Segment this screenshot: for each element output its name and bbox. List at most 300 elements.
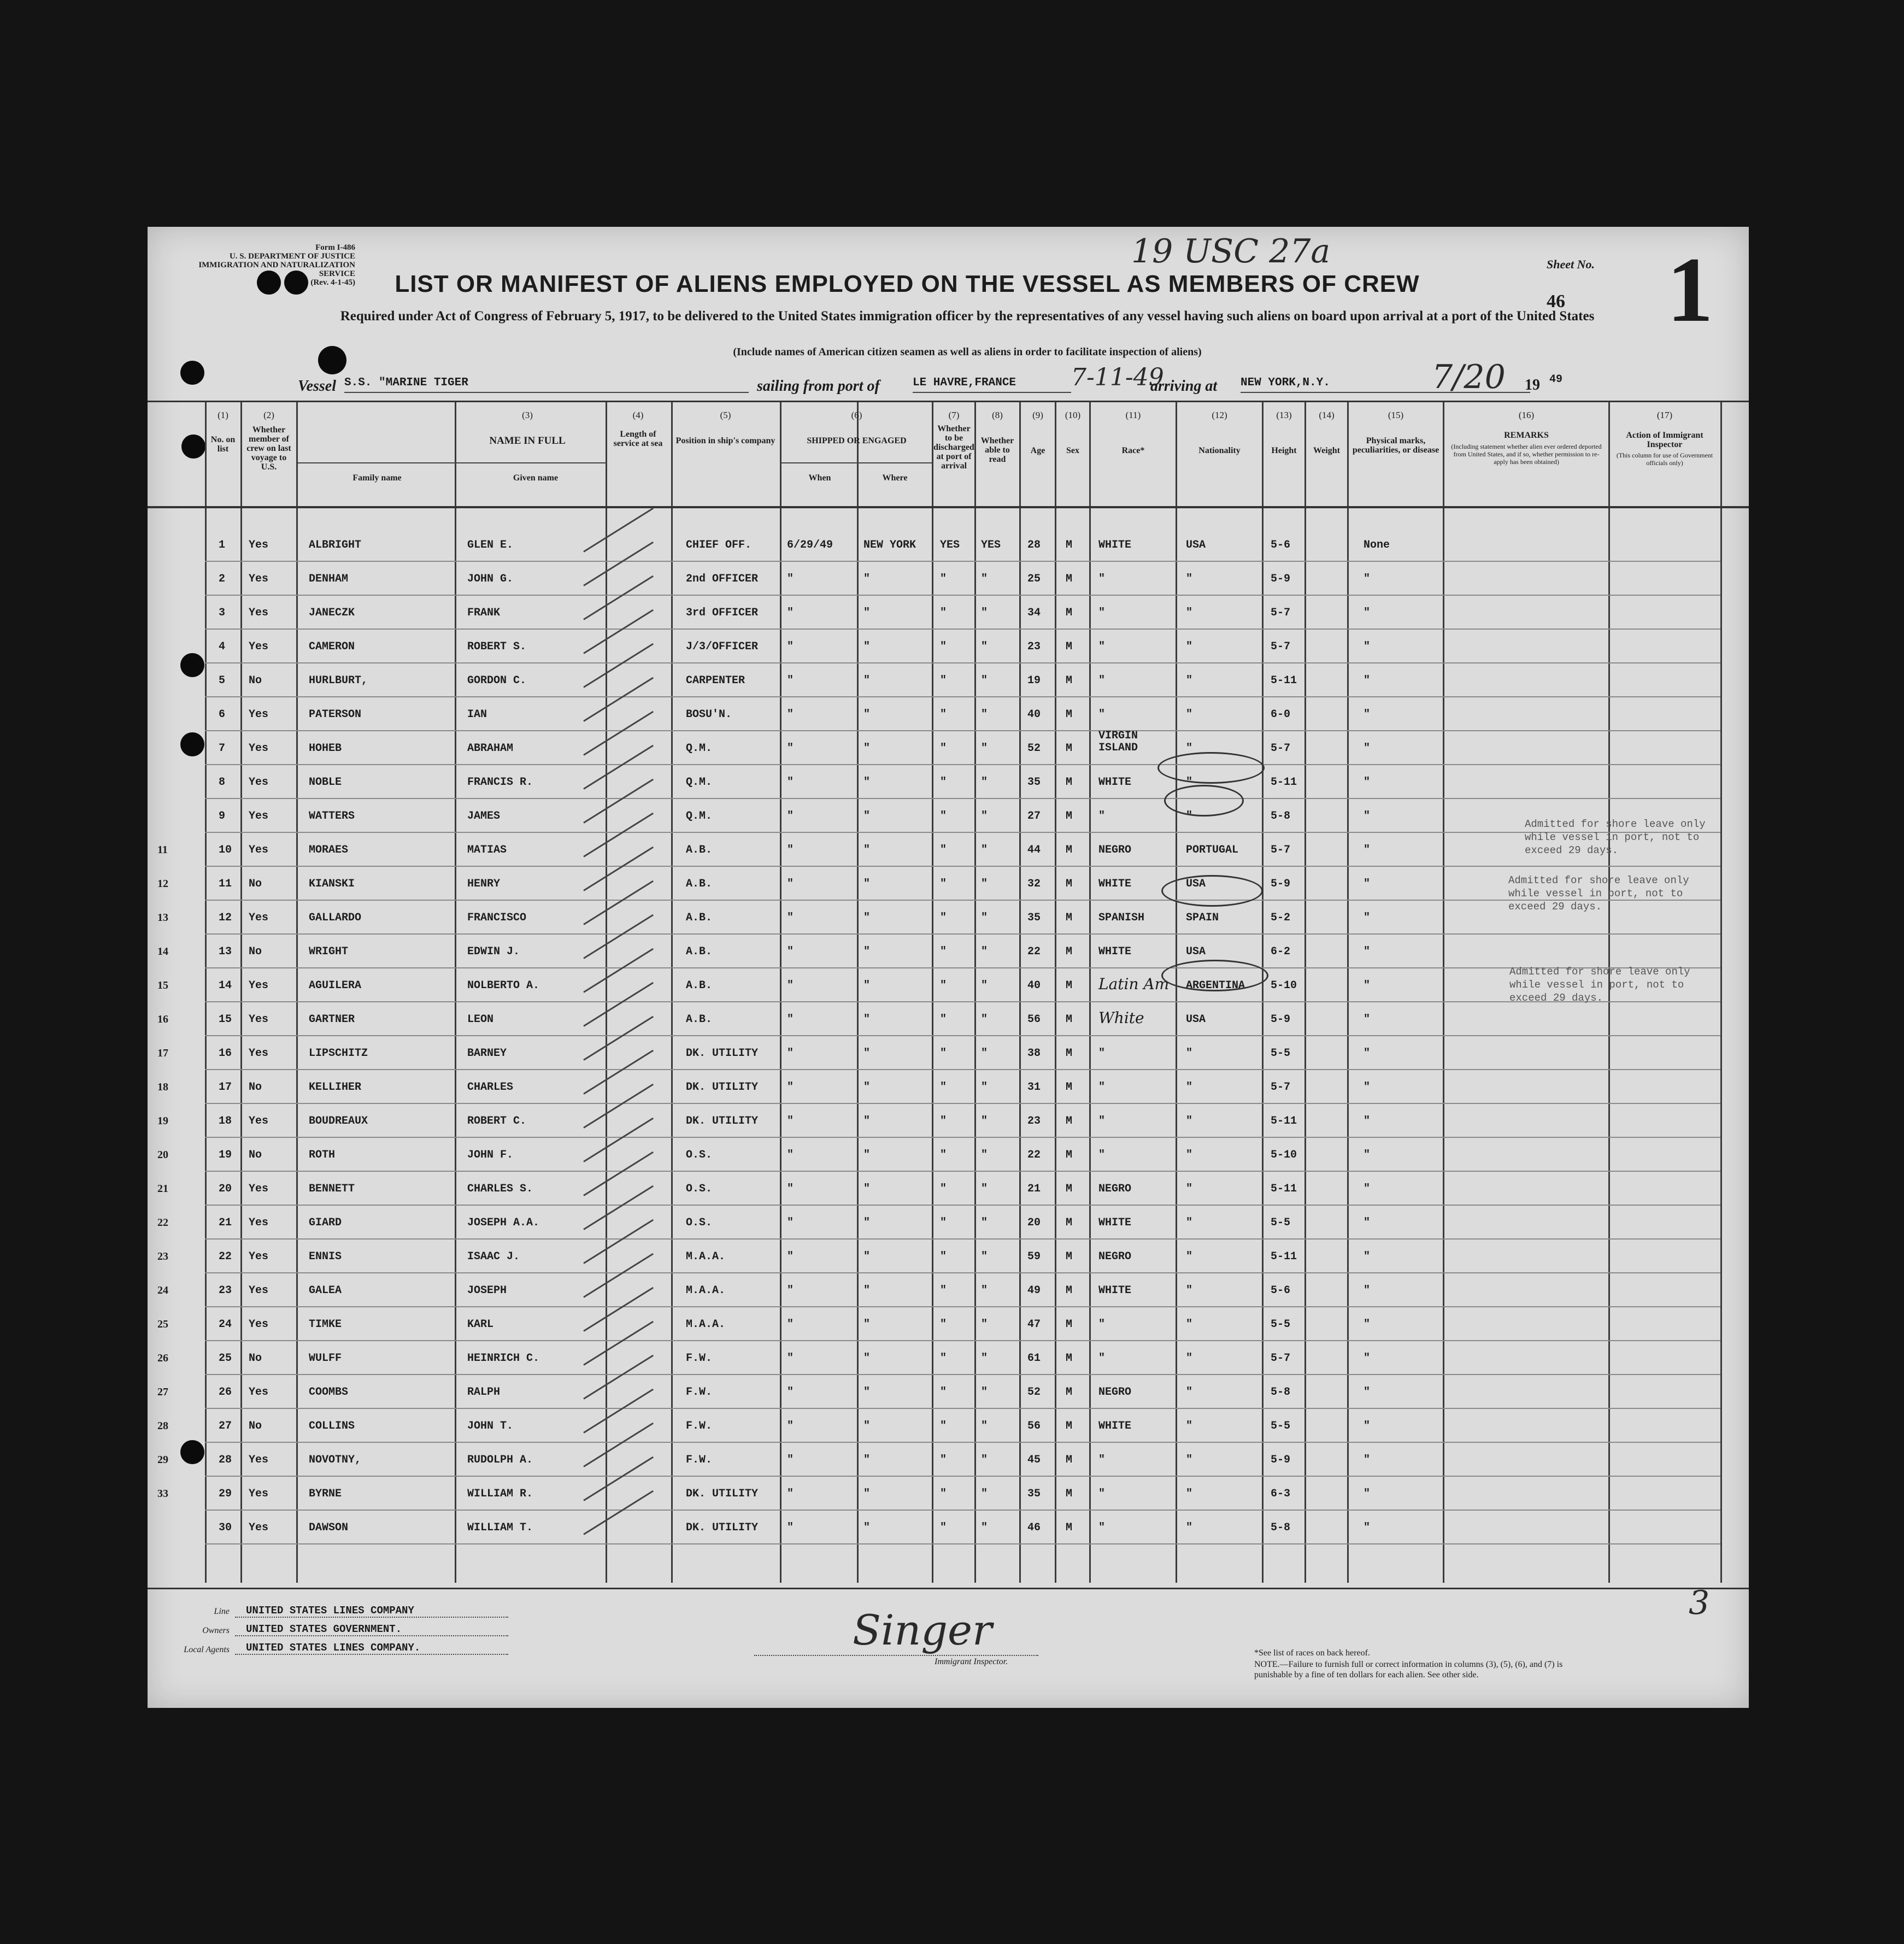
row-number: 11 [219,878,232,890]
sex: M [1066,844,1073,856]
sex: M [1066,1115,1073,1127]
discharged: " [940,1522,947,1534]
row-number: 24 [219,1318,232,1331]
given-name: ROBERT S. [467,641,527,653]
sex: M [1066,1149,1073,1161]
height: 6-0 [1271,708,1291,721]
shipped-when: " [787,641,794,653]
physical-marks: " [1364,776,1371,789]
given-name: GLEN E. [467,539,514,551]
row-rule [205,832,1720,833]
shipped-when: " [787,945,794,958]
sex: M [1066,1454,1073,1466]
race: WHITE [1098,878,1132,890]
nationality: " [1186,1047,1193,1060]
position: A.B. [686,912,713,924]
discharged: " [940,1183,947,1195]
physical-marks: " [1364,912,1371,924]
able-to-read: " [981,1454,988,1466]
row-number: 27 [219,1420,232,1432]
discharged: " [940,1115,947,1127]
shipped-where: " [863,1386,871,1399]
col2-header: Whether member of crew on last voyage to U.S. [246,425,291,472]
discharged: " [940,708,947,721]
age: 49 [1027,1284,1041,1297]
given-name: ABRAHAM [467,742,514,755]
check-mark [583,1152,654,1196]
given-name: IAN [467,708,487,721]
age: 38 [1027,1047,1041,1060]
col1-header: No. on list [210,435,236,454]
able-to-read: " [981,979,988,992]
row-number: 3 [219,607,226,619]
check-mark [583,1321,654,1366]
age: 35 [1027,1488,1041,1500]
physical-marks: " [1364,708,1371,721]
height: 5-9 [1271,1454,1291,1466]
row-number: 1 [219,539,226,551]
discharged: " [940,1250,947,1263]
family-name: KELLIHER [309,1081,362,1094]
family-name: ROTH [309,1149,336,1161]
race: " [1098,1081,1106,1094]
family-name: CAMERON [309,641,355,653]
able-to-read: " [981,1081,988,1094]
discharged: " [940,776,947,789]
shipped-where: " [863,1318,871,1331]
row-number: 22 [219,1250,232,1263]
row-rule [205,629,1720,630]
race: WHITE [1098,539,1132,551]
row-margin-number: 28 [157,1420,168,1432]
position: O.S. [686,1183,713,1195]
family-name: COOMBS [309,1386,349,1399]
race: Latin Am [1098,975,1170,993]
age: 61 [1027,1352,1041,1365]
shipped-when: " [787,1386,794,1399]
nationality: USA [1186,878,1206,890]
col6-number: (6) [851,410,862,420]
col6-when-header: When [808,473,831,483]
document-title: LIST OR MANIFEST OF ALIENS EMPLOYED ON THE VESSEL AS MEMBERS OF CREW [395,271,1420,297]
row-margin-number: 12 [157,878,168,890]
row-margin-number: 18 [157,1081,168,1093]
given-name: WILLIAM T. [467,1522,533,1534]
discharged: YES [940,539,960,551]
col12-number: (12) [1212,410,1227,420]
height: 5-5 [1271,1047,1291,1060]
physical-marks: " [1364,945,1371,958]
sex: M [1066,1013,1073,1026]
row-number: 2 [219,573,226,585]
able-to-read: " [981,1522,988,1534]
form-service: IMMIGRATION AND NATURALIZATION SERVICE [198,261,355,278]
col10-header: Sex [1066,446,1079,455]
manifest-sheet [148,227,1749,1708]
race: NEGRO [1098,844,1132,856]
position: J/3/OFFICER [686,641,759,653]
row-number: 4 [219,641,226,653]
row-number: 19 [219,1149,232,1161]
height: 5-6 [1271,1284,1291,1297]
member-last-voyage: Yes [249,1217,269,1229]
position: DK. UTILITY [686,1047,759,1060]
race: " [1098,1352,1106,1365]
nationality: " [1186,1183,1193,1195]
physical-marks: " [1364,1318,1371,1331]
sex: M [1066,945,1073,958]
member-last-voyage: Yes [249,1318,269,1331]
height: 5-7 [1271,844,1291,856]
able-to-read: YES [981,539,1001,551]
col17-header: Action of Immigrant Inspector [1626,431,1703,449]
position: F.W. [686,1454,713,1466]
race: " [1098,573,1106,585]
col3-header: NAME IN FULL [489,435,566,447]
shipped-when: " [787,1047,794,1060]
given-name: HEINRICH C. [467,1352,540,1365]
shipped-where: " [863,742,871,755]
check-mark [583,1287,654,1332]
subheader-rule [298,462,607,463]
shipped-when: " [787,573,794,585]
able-to-read: " [981,641,988,653]
col10-number: (10) [1065,410,1081,420]
able-to-read: " [981,878,988,890]
shipped-where: " [863,1149,871,1161]
col3-family-header: Family name [352,473,402,483]
member-last-voyage: No [249,1081,262,1094]
age: 52 [1027,742,1041,755]
race: " [1098,674,1106,687]
race: " [1098,1149,1106,1161]
physical-marks: " [1364,979,1371,992]
physical-marks: " [1364,641,1371,653]
given-name: RALPH [467,1386,501,1399]
height: 5-9 [1271,878,1291,890]
col15-number: (15) [1388,410,1404,420]
given-name: WILLIAM R. [467,1488,533,1500]
shipped-when: " [787,1454,794,1466]
position: CHIEF OFF. [686,539,752,551]
check-mark [583,745,654,790]
row-margin-number: 19 [157,1115,168,1127]
circled-nationality [1164,785,1244,817]
agents-value: UNITED STATES LINES COMPANY. [235,1642,508,1655]
able-to-read: " [981,1047,988,1060]
shipped-where: " [863,1352,871,1365]
given-name: FRANCISCO [467,912,527,924]
discharged: " [940,742,947,755]
race-note: *See list of races on back hereof. [1254,1648,1370,1658]
physical-marks: " [1364,1149,1371,1161]
physical-marks: " [1364,1488,1371,1500]
check-mark [583,1253,654,1298]
row-margin-number: 11 [157,844,168,856]
row-margin-number: 26 [157,1352,168,1364]
position: F.W. [686,1352,713,1365]
row-number: 8 [219,776,226,789]
family-name: NOBLE [309,776,342,789]
sex: M [1066,1522,1073,1534]
position: F.W. [686,1420,713,1432]
height: 5-5 [1271,1318,1291,1331]
able-to-read: " [981,1183,988,1195]
able-to-read: " [981,1250,988,1263]
position: DK. UTILITY [686,1522,759,1534]
form-revision: (Rev. 4-1-45) [310,278,355,287]
height: 5-7 [1271,641,1291,653]
row-margin-number: 23 [157,1250,168,1262]
sex: M [1066,1386,1073,1399]
sex: M [1066,1420,1073,1432]
shipped-where: " [863,708,871,721]
family-name: WATTERS [309,810,355,823]
family-name: BYRNE [309,1488,342,1500]
able-to-read: " [981,1420,988,1432]
column-rule [932,402,933,1583]
shipped-where: " [863,1115,871,1127]
given-name: FRANCIS R. [467,776,533,789]
member-last-voyage: Yes [249,573,269,585]
row-rule [205,696,1720,697]
remark-entry: Admitted for shore leave only while vessel in port, not to exceed 29 days. [1509,966,1690,1004]
row-number: 10 [219,844,232,856]
family-name: BOUDREAUX [309,1115,368,1127]
shipped-when: " [787,1081,794,1094]
remark-entry: Admitted for shore leave only while vessel in port, not to exceed 29 days. [1508,874,1689,913]
shipped-when: " [787,1522,794,1534]
line-label: Line [214,1607,230,1616]
member-last-voyage: Yes [249,607,269,619]
physical-marks: " [1364,810,1371,823]
sex: M [1066,742,1073,755]
check-mark [583,575,654,620]
shipped-when: " [787,878,794,890]
height: 5-11 [1271,1183,1297,1195]
member-last-voyage: No [249,878,262,890]
given-name: JOHN G. [467,573,514,585]
shipped-when: " [787,1013,794,1026]
check-mark [583,948,654,993]
physical-marks: " [1364,573,1371,585]
nationality: " [1186,1284,1193,1297]
position: A.B. [686,945,713,958]
row-rule [205,1137,1720,1138]
position: M.A.A. [686,1250,726,1263]
nationality: " [1186,742,1193,755]
family-name: GALEA [309,1284,342,1297]
sailing-port: LE HAVRE,FRANCE [913,377,1071,393]
given-name: JOSEPH [467,1284,507,1297]
shipped-when: " [787,1420,794,1432]
column-rule [1720,402,1722,1583]
age: 35 [1027,912,1041,924]
race: " [1098,1115,1106,1127]
height: 5-11 [1271,1115,1297,1127]
member-last-voyage: Yes [249,1013,269,1026]
check-mark [583,1219,654,1264]
sex: M [1066,1318,1073,1331]
given-name: BARNEY [467,1047,507,1060]
check-mark [583,1490,654,1535]
discharged: " [940,1047,947,1060]
position: M.A.A. [686,1284,726,1297]
row-number: 23 [219,1284,232,1297]
race: SPANISH [1098,912,1145,924]
member-last-voyage: Yes [249,1386,269,1399]
col4-number: (4) [632,410,644,420]
nationality: " [1186,1420,1193,1432]
able-to-read: " [981,1149,988,1161]
shipped-where: " [863,776,871,789]
shipped-where: " [863,573,871,585]
sex: M [1066,674,1073,687]
check-mark [583,1423,654,1467]
vessel-label: Vessel [298,378,336,395]
member-last-voyage: Yes [249,912,269,924]
family-name: KIANSKI [309,878,355,890]
family-name: LIPSCHITZ [309,1047,368,1060]
arriving-label: arriving at [1150,378,1218,395]
column-rule [1176,402,1177,1583]
row-rule [205,1272,1720,1273]
sex: M [1066,979,1073,992]
row-rule [205,1069,1720,1070]
nationality: " [1186,810,1193,823]
form-department: U. S. DEPARTMENT OF JUSTICE [229,252,355,261]
row-rule [205,730,1720,731]
row-number: 18 [219,1115,232,1127]
member-last-voyage: Yes [249,1047,269,1060]
col17-note: (This column for use of Government officials only) [1616,451,1713,467]
check-mark [583,813,654,858]
age: 25 [1027,573,1041,585]
height: 5-8 [1271,1386,1291,1399]
family-name: BENNETT [309,1183,355,1195]
inspector-label: Immigrant Inspector. [935,1657,1008,1666]
corner-mark: 3 [1689,1584,1710,1622]
physical-marks: " [1364,1217,1371,1229]
race: White [1098,1009,1144,1027]
check-mark [583,1084,654,1129]
row-margin-number: 25 [157,1318,168,1330]
age: 23 [1027,1115,1041,1127]
nationality: " [1186,1115,1193,1127]
physical-marks: " [1364,1386,1371,1399]
given-name: LEON [467,1013,494,1026]
physical-marks: None [1364,539,1390,551]
age: 44 [1027,844,1041,856]
circled-nationality [1161,875,1263,907]
sex: M [1066,776,1073,789]
member-last-voyage: Yes [249,539,269,551]
row-rule [205,1171,1720,1172]
arrival-date: 7/20 [1432,358,1506,396]
row-margin-number: 20 [157,1149,168,1161]
given-name: RUDOLPH A. [467,1454,533,1466]
member-last-voyage: Yes [249,844,269,856]
shipped-where: " [863,979,871,992]
nationality: " [1186,1386,1193,1399]
signature-line [754,1655,1038,1656]
race: NEGRO [1098,1386,1132,1399]
col9-header: Age [1030,446,1045,455]
discharged: " [940,844,947,856]
nationality: " [1186,1217,1193,1229]
race: WHITE [1098,1420,1132,1432]
shipped-where: " [863,878,871,890]
position: A.B. [686,844,713,856]
position: O.S. [686,1149,713,1161]
check-mark [583,847,654,891]
col8-number: (8) [992,410,1003,420]
row-rule [205,1205,1720,1206]
check-mark [583,1050,654,1095]
race: " [1098,641,1106,653]
row-rule [205,1001,1720,1002]
owners-value: UNITED STATES GOVERNMENT. [235,1623,508,1636]
row-rule [205,1103,1720,1104]
col16-note: (Including statement whether alien ever ordered deported from United States, and if so, whether permission to re-apply has been obtained) [1451,443,1602,466]
able-to-read: " [981,1115,988,1127]
vessel-name: S.S. "MARINE TIGER [344,377,749,393]
physical-marks: " [1364,607,1371,619]
member-last-voyage: Yes [249,1454,269,1466]
stamp-number: 46 [1547,291,1565,312]
race: " [1098,607,1106,619]
physical-marks: " [1364,1454,1371,1466]
col4-header: Length of service at sea [613,430,663,448]
column-rule [974,402,976,1583]
remark-entry: Admitted for shore leave only while vessel in port, not to exceed 29 days. [1525,818,1706,856]
sex: M [1066,912,1073,924]
shipped-where: " [863,844,871,856]
age: 21 [1027,1183,1041,1195]
col7-header: Whether to be discharged at port of arrival [933,424,974,471]
row-rule [205,1476,1720,1477]
row-rule [205,1340,1720,1341]
row-number: 5 [219,674,226,687]
age: 31 [1027,1081,1041,1094]
document-subtitle: Required under Act of Congress of February 5, 1917, to be delivered to the United States immigration officer by the representatives of any vessel having such aliens on board upon arrival at a port of the United States [340,309,1595,324]
vessel-line [148,358,1749,400]
col6-where-header: Where [882,473,908,483]
agents-label: Local Agents [184,1645,230,1654]
row-rule [205,933,1720,935]
discharged: " [940,810,947,823]
nationality: PORTUGAL [1186,844,1239,856]
row-margin-number: 14 [157,945,168,958]
row-number: 21 [219,1217,232,1229]
race: WHITE [1098,945,1132,958]
column-rule [671,402,673,1583]
row-rule [205,1306,1720,1307]
shipped-where: " [863,1183,871,1195]
discharged: " [940,945,947,958]
physical-marks: " [1364,1013,1371,1026]
nationality: ARGENTINA [1186,979,1245,992]
shipped-where: " [863,641,871,653]
member-last-voyage: Yes [249,708,269,721]
row-margin-number: 27 [157,1386,168,1398]
sex: M [1066,539,1073,551]
nationality: " [1186,607,1193,619]
member-last-voyage: Yes [249,742,269,755]
able-to-read: " [981,1318,988,1331]
height: 5-7 [1271,607,1291,619]
family-name: JANECZK [309,607,355,619]
